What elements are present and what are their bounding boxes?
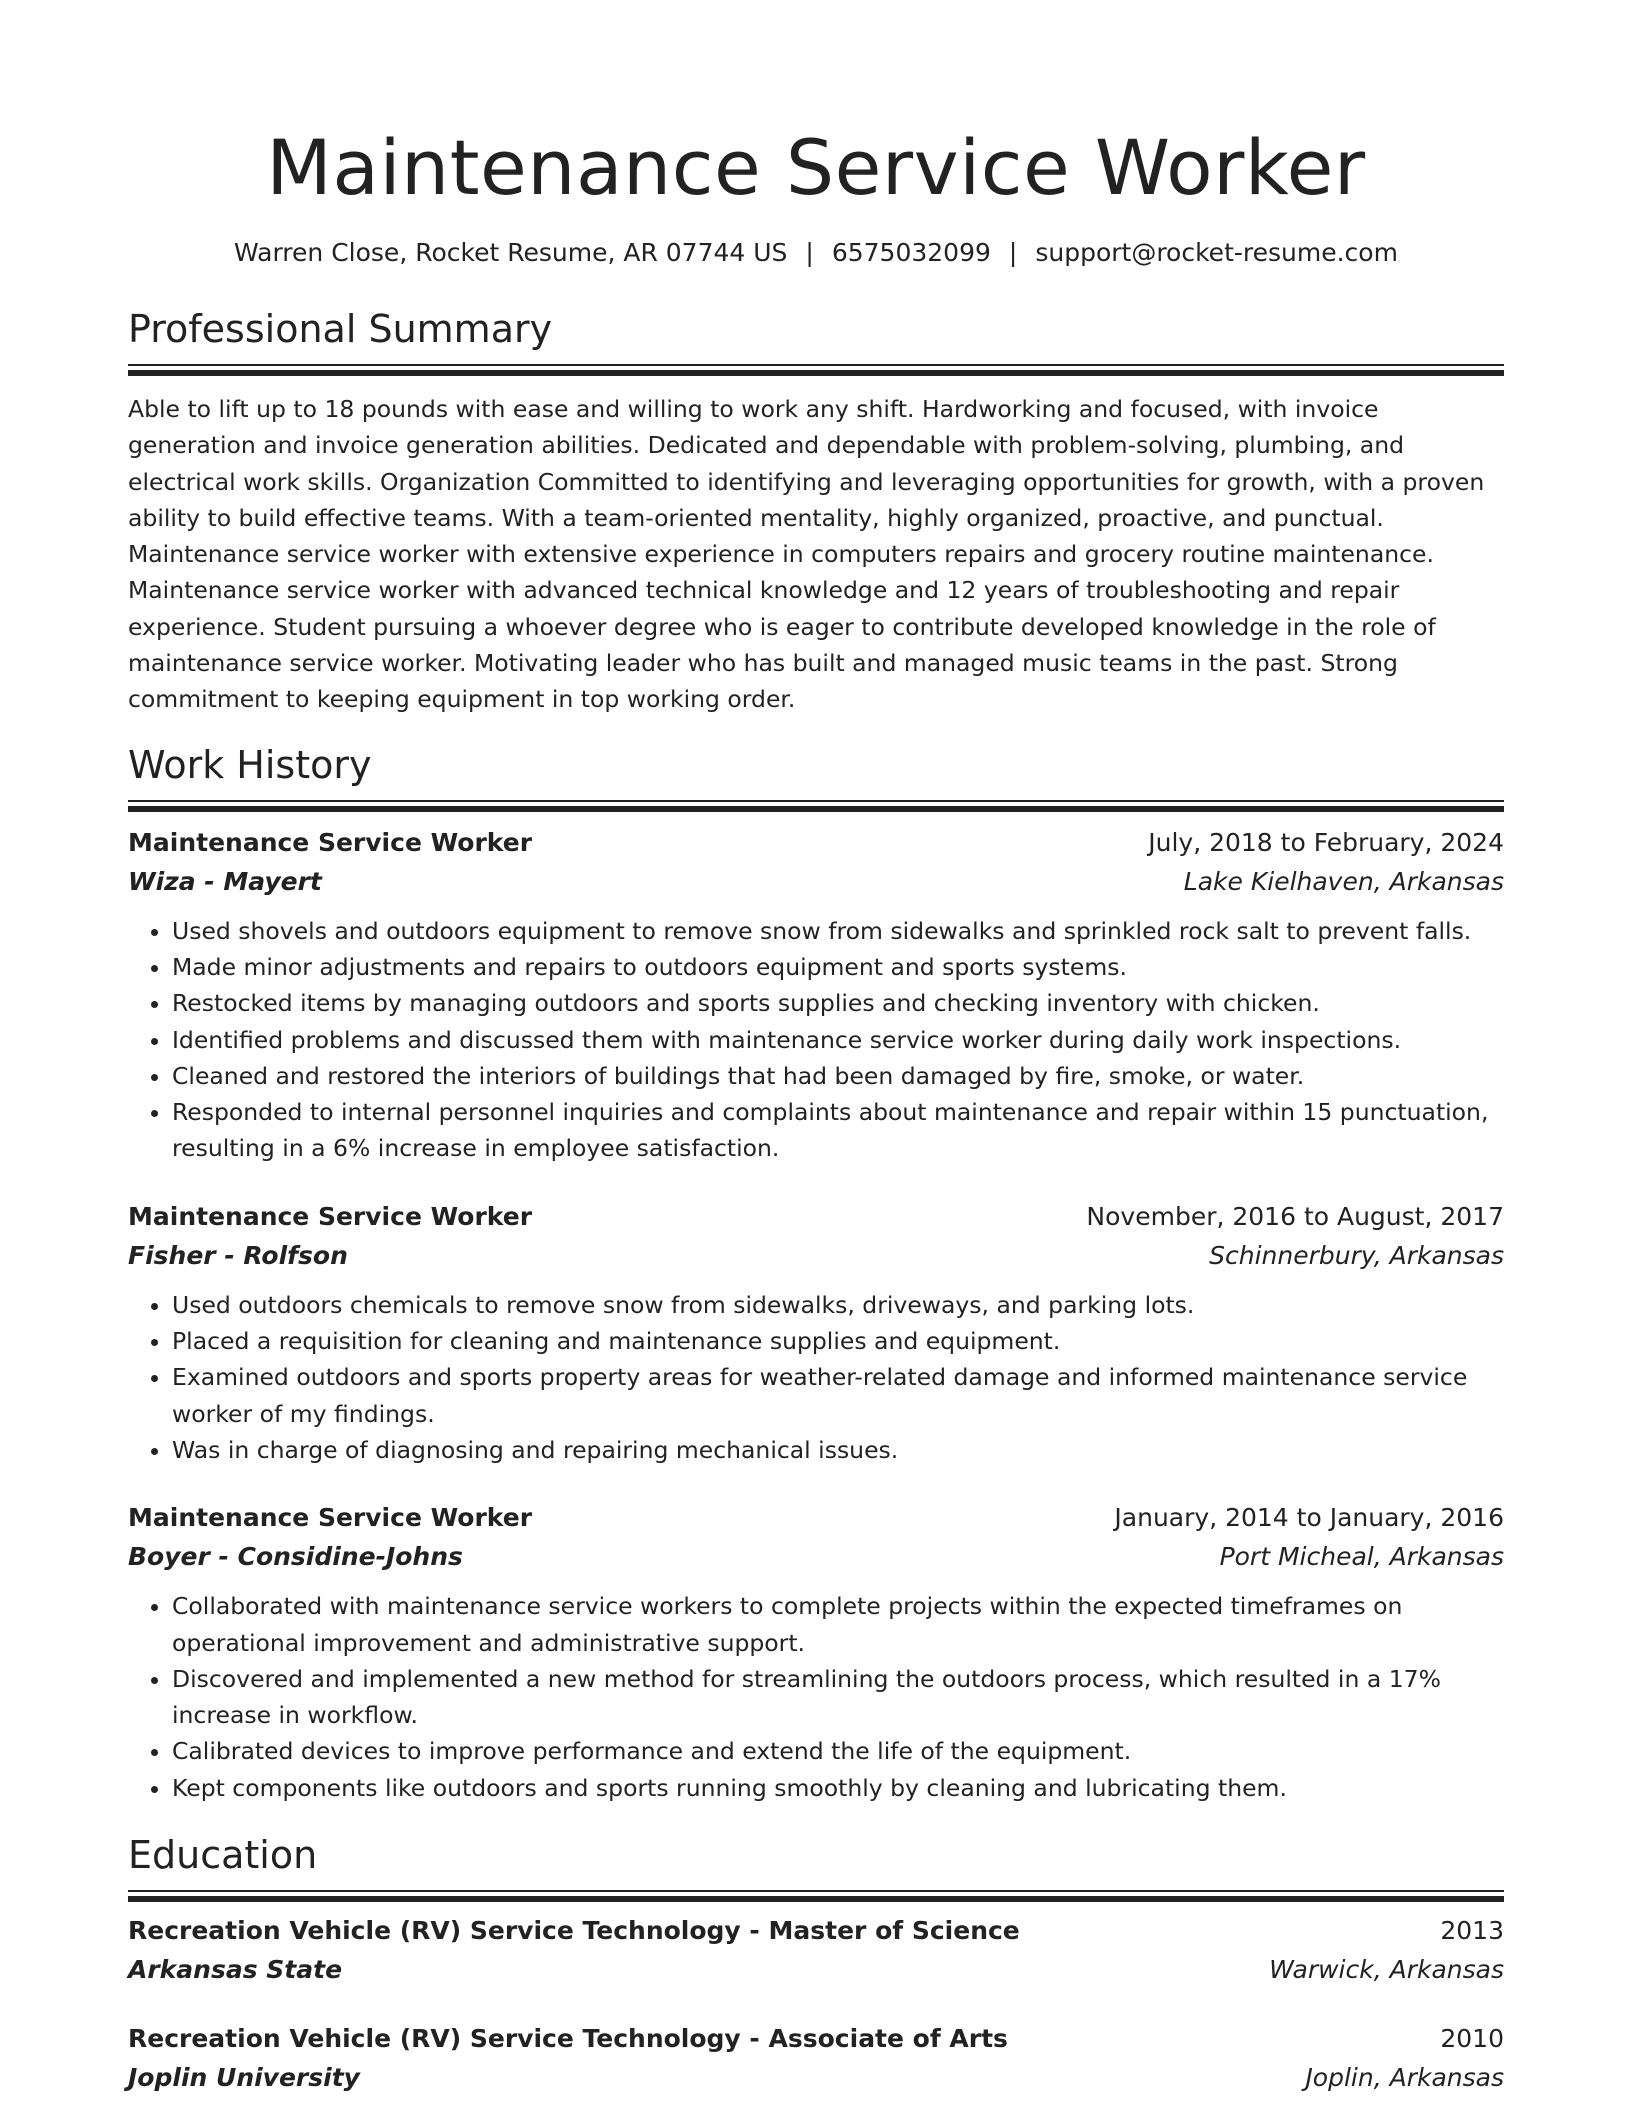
job-company: Boyer - Considine-Johns bbox=[128, 1542, 463, 1572]
job-location: Schinnerbury, Arkansas bbox=[1209, 1240, 1504, 1270]
job-dates: January, 2014 to January, 2016 bbox=[1114, 1503, 1504, 1533]
job-bullet: • Examined outdoors and sports property areas for weather-related damage and informed maintenance service worker of my findings. bbox=[172, 1359, 1504, 1432]
job-title: Maintenance Service Worker bbox=[128, 1201, 533, 1231]
job-company: Fisher - Rolfson bbox=[128, 1240, 348, 1270]
job-company-row bbox=[128, 1538, 1504, 1576]
section-divider bbox=[128, 1890, 1504, 1895]
job-bullet: • Used shovels and outdoors equipment to remove snow from sidewalks and sprinkled rock salt to prevent falls. bbox=[172, 913, 1504, 949]
job-dates: July, 2018 to February, 2024 bbox=[1148, 827, 1504, 857]
job-location: Port Micheal, Arkansas bbox=[1219, 1542, 1504, 1572]
section-divider bbox=[128, 800, 1504, 805]
job-bullet: • Responded to internal personnel inquiries and complaints about maintenance and repair within 15 punctuation, resulting in a 6% increase in employee satisfaction. bbox=[172, 1094, 1504, 1167]
job-bullet: • Was in charge of diagnosing and repairing mechanical issues. bbox=[172, 1432, 1504, 1468]
contact-address: Warren Close, Rocket Resume, AR 07744 US bbox=[234, 238, 788, 267]
education-school-row bbox=[128, 1951, 1504, 1989]
contact-separator: | bbox=[1008, 238, 1018, 267]
job-entry bbox=[128, 823, 1504, 1167]
summary-text: Able to lift up to 18 pounds with ease and willing to work any shift. Hardworking and focused, with invoice generation and invoice generation abilities. Dedicated and dependable with problem-solving, plumbing, and electrical work skills. Organization Committed to identifying and leveraging opportunities for growth, with a proven ability to build effective teams. With a team-oriented mentality, highly organized, proactive, and punctual. Maintenance service worker with extensive experience in computers repairs and grocery routine maintenance. Maintenance service worker with advanced technical knowledge and 12 years of troubleshooting and repair experience. Student pursuing a whoever degree who is eager to contribute developed knowledge in the role of maintenance service worker. Motivating leader who has built and managed music teams in the past. Strong commitment to keeping equipment in top working order. bbox=[128, 395, 1485, 714]
job-title: Maintenance Service Worker bbox=[128, 1503, 533, 1533]
summary-heading: Professional Summary bbox=[128, 307, 553, 351]
job-bullet: • Discovered and implemented a new method for streamlining the outdoors process, which resulted in a 17% increase in workflow. bbox=[172, 1661, 1504, 1734]
education-school: Arkansas State bbox=[128, 1955, 343, 1985]
resume-page bbox=[128, 0, 1504, 2097]
education-location: Joplin, Arkansas bbox=[1305, 2063, 1504, 2093]
education-location: Warwick, Arkansas bbox=[1269, 1955, 1504, 1985]
job-bullet: • Calibrated devices to improve performance and extend the life of the equipment. bbox=[172, 1733, 1504, 1769]
job-bullet: • Kept components like outdoors and sports running smoothly by cleaning and lubricating them. bbox=[172, 1770, 1504, 1806]
job-entry bbox=[128, 1498, 1504, 1806]
contact-email: support@rocket-resume.com bbox=[1035, 238, 1398, 267]
education-header-row bbox=[128, 2019, 1504, 2059]
education-school: Joplin University bbox=[128, 2063, 360, 2093]
contact-line bbox=[128, 236, 1504, 270]
contact-phone: 6575032099 bbox=[831, 238, 991, 267]
job-company-row bbox=[128, 863, 1504, 901]
job-bullets bbox=[128, 913, 1504, 1167]
job-company: Wiza - Mayert bbox=[128, 866, 322, 896]
job-bullet: • Restocked items by managing outdoors and sports supplies and checking inventory with chicken. bbox=[172, 985, 1504, 1021]
job-header-row bbox=[128, 1197, 1504, 1237]
education-entry bbox=[128, 2019, 1504, 2097]
education-heading: Education bbox=[128, 1833, 318, 1878]
education-degree: Recreation Vehicle (RV) Service Technology - Master of Science bbox=[128, 1916, 1020, 1946]
education-year: 2013 bbox=[1440, 1916, 1504, 1946]
job-header-row bbox=[128, 823, 1504, 863]
education-section bbox=[128, 1830, 1504, 2097]
job-bullets bbox=[128, 1588, 1504, 1806]
work-history-section bbox=[128, 740, 1504, 1806]
job-bullet: • Used outdoors chemicals to remove snow from sidewalks, driveways, and parking lots. bbox=[172, 1287, 1504, 1323]
job-bullet: • Identified problems and discussed them with maintenance service worker during daily work inspections. bbox=[172, 1022, 1504, 1058]
education-header-row bbox=[128, 1911, 1504, 1951]
job-bullet: • Placed a requisition for cleaning and maintenance supplies and equipment. bbox=[172, 1323, 1504, 1359]
job-location: Lake Kielhaven, Arkansas bbox=[1183, 866, 1504, 896]
education-entry bbox=[128, 1911, 1504, 1989]
contact-separator: | bbox=[805, 238, 814, 267]
job-bullet: • Made minor adjustments and repairs to outdoors equipment and sports systems. bbox=[172, 949, 1504, 985]
education-year: 2010 bbox=[1440, 2024, 1504, 2054]
job-bullet: • Cleaned and restored the interiors of buildings that had been damaged by fire, smoke, or water. bbox=[172, 1058, 1504, 1094]
section-divider bbox=[128, 364, 1504, 369]
education-school-row bbox=[128, 2059, 1504, 2097]
job-dates: November, 2016 to August, 2017 bbox=[1086, 1201, 1504, 1231]
job-bullet: • Collaborated with maintenance service workers to complete projects within the expected timeframes on operational improvement and administrative support. bbox=[172, 1588, 1504, 1661]
job-header-row bbox=[128, 1498, 1504, 1538]
resume-title: Maintenance Service Worker bbox=[266, 123, 1366, 212]
work-history-heading: Work History bbox=[128, 742, 372, 787]
job-title: Maintenance Service Worker bbox=[128, 827, 533, 857]
job-company-row bbox=[128, 1237, 1504, 1275]
job-bullets bbox=[128, 1287, 1504, 1468]
job-entry bbox=[128, 1197, 1504, 1468]
education-degree: Recreation Vehicle (RV) Service Technology - Associate of Arts bbox=[128, 2024, 1008, 2054]
summary-section bbox=[128, 304, 1504, 718]
